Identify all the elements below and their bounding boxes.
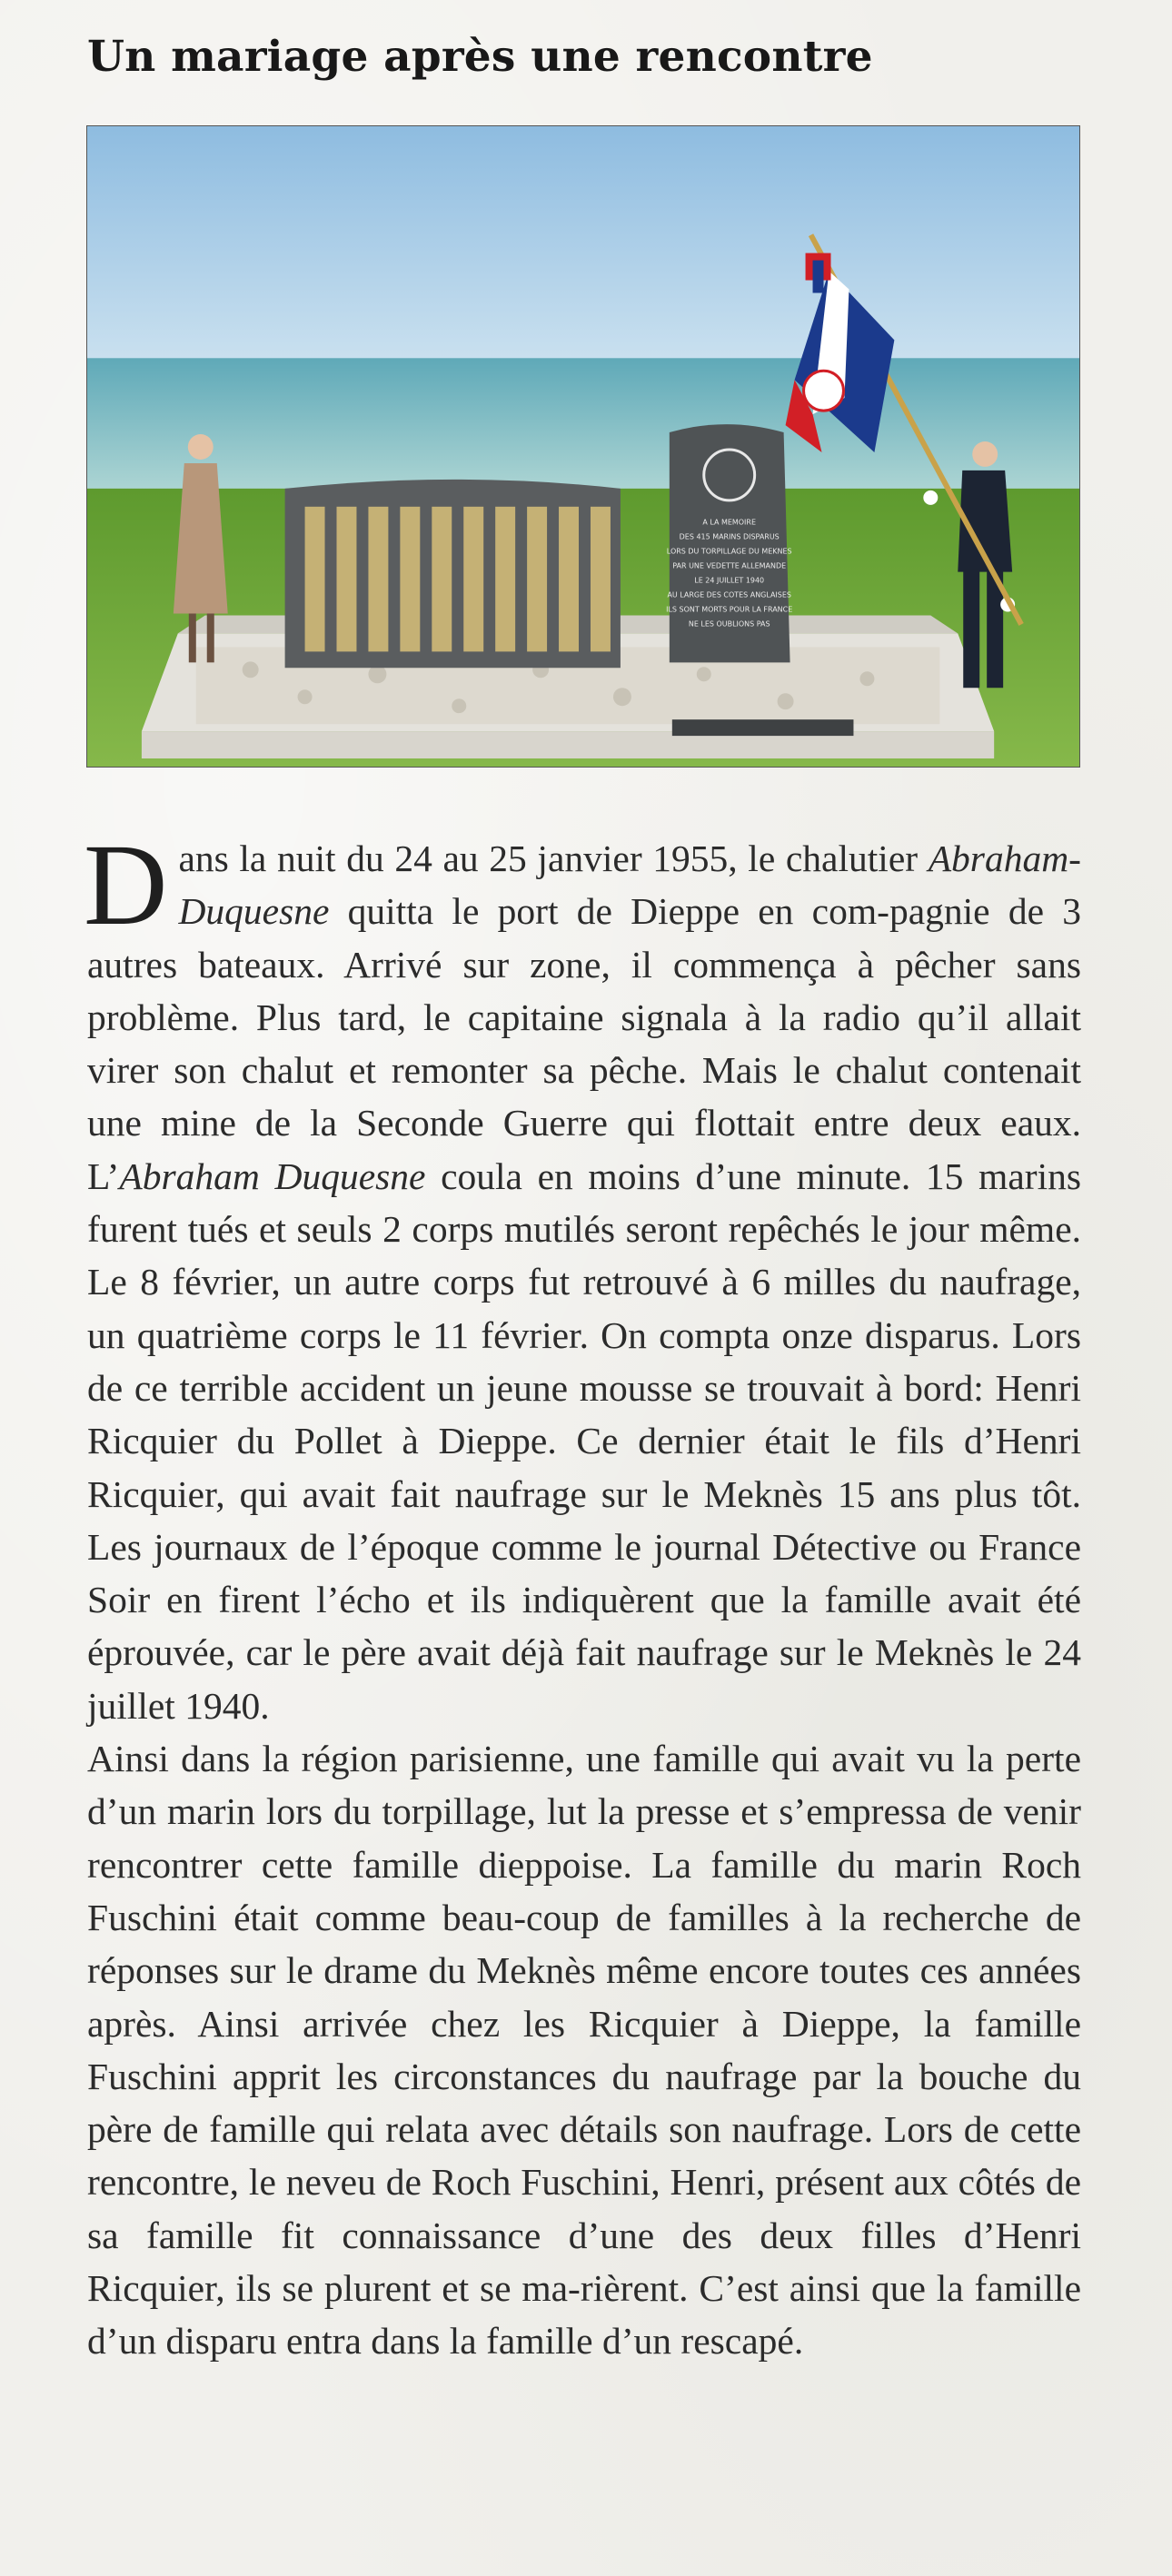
svg-text:A LA MEMOIRE: A LA MEMOIRE xyxy=(702,518,757,527)
sea xyxy=(87,358,1079,503)
drop-cap: D xyxy=(84,820,168,949)
svg-text:NE LES OUBLIONS PAS: NE LES OUBLIONS PAS xyxy=(688,619,770,629)
sky xyxy=(87,126,1079,360)
svg-text:ILS SONT MORTS POUR LA FRANCE: ILS SONT MORTS POUR LA FRANCE xyxy=(666,605,793,614)
article-title: Un mariage après une rencontre xyxy=(87,32,873,82)
ship-name: Abraham Duquesne xyxy=(119,1154,426,1197)
svg-text:AU LARGE DES COTES ANGLAISES: AU LARGE DES COTES ANGLAISES xyxy=(667,590,791,599)
paragraph-1-part-b: quitta le port de Dieppe en com-pagnie de 3 autres bateaux. Arrivé sur zone, il commença à pêcher sans problème. Plus tard, le capitaine signala à la radio qu’il allait virer son chalut et remonter sa pêche. Mais le chalut contenait une mine de la Seconde Guerre qui flottait entre deux eaux. L’ xyxy=(87,890,1081,1197)
paragraph-1-part-a: ans la nuit du 24 au 25 janvier 1955, le chalutier xyxy=(178,837,929,879)
svg-text:LORS DU TORPILLAGE DU MEKNES: LORS DU TORPILLAGE DU MEKNES xyxy=(666,547,792,556)
svg-text:LE 24 JUILLET 1940: LE 24 JUILLET 1940 xyxy=(694,576,765,585)
svg-text:DES 415 MARINS DISPARUS: DES 415 MARINS DISPARUS xyxy=(679,532,780,541)
paragraph-1-part-c: coula en moins d’une minute. 15 marins furent tués et seuls 2 corps mutilés seront repêchés le jour même. Le 8 février, un autre corps fut retrouvé à 6 milles du naufrage, un quatrième corps le 11 février. On compta onze disparus. Lors de ce terrible accident un jeune mousse se trouvait à bord: Henri Ricquier du Pollet à Dieppe. Ce dernier était le fils d’Henri Ricquier, qui avait fait naufrage sur le Meknès 15 ans plus tôt. Les journaux de l’époque comme le journal Détective ou France Soir en firent l’écho et ils indiquèrent que la famille avait été éprouvée, car le père avait déjà fait naufrage sur le Meknès le 24 juillet 1940. xyxy=(87,1154,1081,1727)
paragraph-2: Ainsi dans la région parisienne, une famille qui avait vu la perte d’un marin lors du torpillage, lut la presse et s’empressa de venir rencontrer cette famille dieppoise. La famille du marin Roch Fuschini était comme beau-coup de familles à la recherche de réponses sur le drame du Meknès même encore toutes ces années après. Ainsi arrivée chez les Ricquier à Dieppe, la famille Fuschini apprit les circonstances du naufrage par la bouche du père de famille qui relata avec détails son naufrage. Lors de cette rencontre, le neveu de Roch Fuschini, Henri, présent aux côtés de sa famille fit connaissance d’une des deux filles d’Henri Ricquier, ils se plurent et se ma-rièrent. C’est ainsi que la famille d’un disparu entra dans la famille d’un rescapé. xyxy=(87,1738,1081,2363)
article-body xyxy=(84,820,1081,2368)
ship-name: Abraham-Duquesne xyxy=(178,837,1081,933)
memorial-photo xyxy=(86,125,1080,768)
memorial-photo-illustration xyxy=(87,126,1079,767)
svg-text:PAR UNE VEDETTE ALLEMANDE: PAR UNE VEDETTE ALLEMANDE xyxy=(672,561,787,570)
